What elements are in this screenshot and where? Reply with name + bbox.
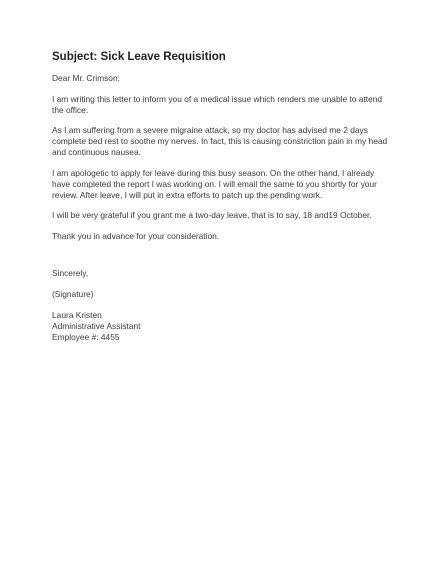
- sender-employee-number: Employee #: 4455: [52, 331, 120, 342]
- closing-spacer: [52, 242, 392, 268]
- signature-placeholder: (Signature): [52, 288, 94, 299]
- paragraph-apology: I am apologetic to apply for leave during this busy season. On the other hand, I already have completed the report I was working on. I will email the same to you shortly for your review. After leave, I will put in extra efforts to patch up the pending work.: [52, 167, 377, 200]
- salutation: Dear Mr. Crimson:: [52, 73, 120, 83]
- paragraph-medical-details: As I am suffering from a severe migraine attack, so my doctor has advised me 2 days complete bed rest to soothe my nerves. In fact, this is causing constriction pain in my head and continuous nausea.: [52, 125, 388, 157]
- paragraph-request-dates: I will be very grateful if you grant me a two-day leave, that is to say, 18 and19 October.: [52, 210, 372, 220]
- closing: Sincerely,: [52, 267, 89, 278]
- letter-body: [52, 50, 392, 343]
- sender-title: Administrative Assistant: [52, 320, 141, 331]
- paragraph-thanks: Thank you in advance for your consideration.: [52, 230, 220, 241]
- sender-name: Laura Kristen: [52, 309, 102, 320]
- letter-subject: Subject: Sick Leave Requisition: [52, 51, 226, 63]
- paragraph-intro: I am writing this letter to inform you of a medical issue which renders me unable to attend the office.: [52, 93, 383, 115]
